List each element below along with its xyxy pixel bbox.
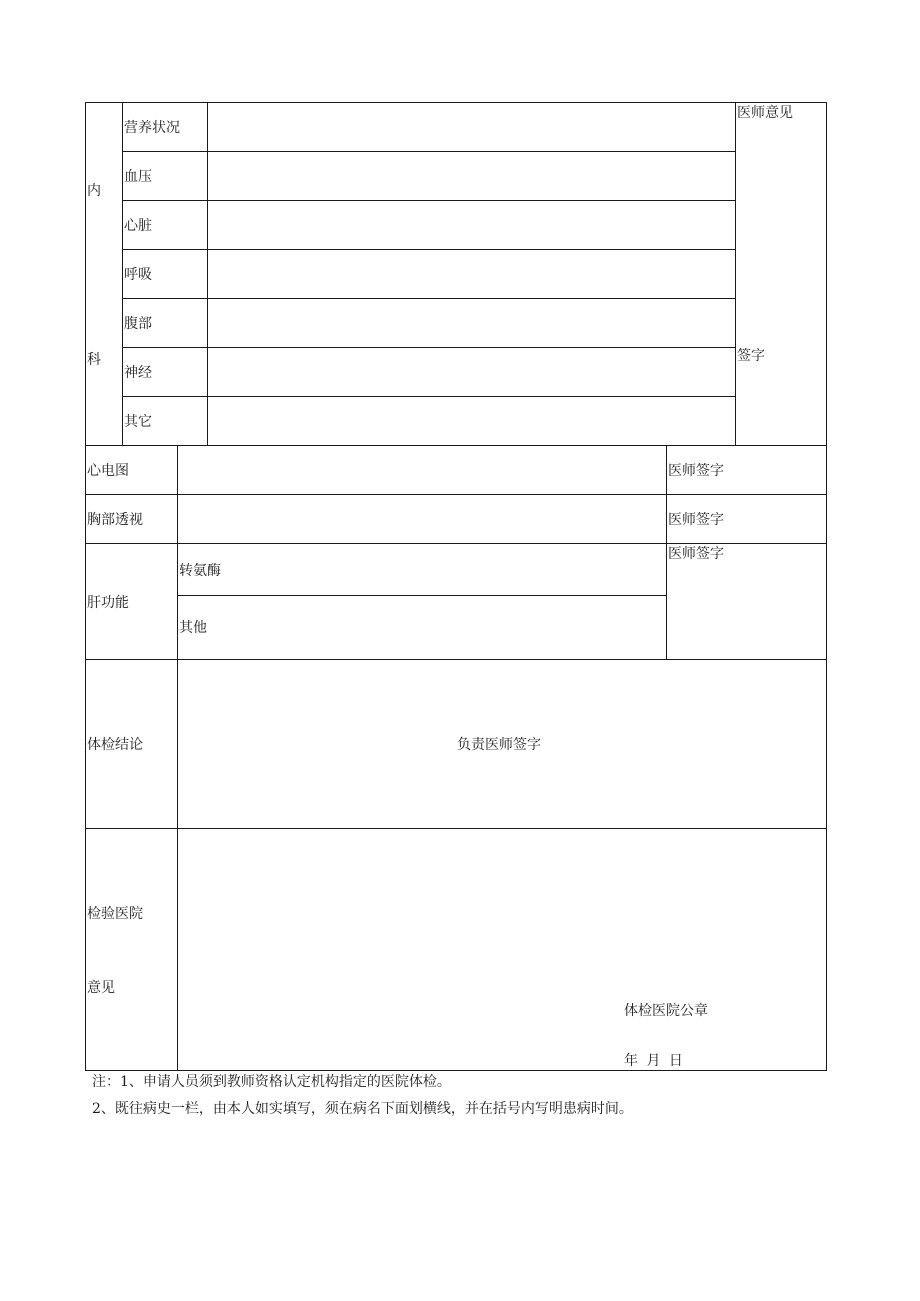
hospital-seal-label: 体检医院公章 <box>624 1003 708 1019</box>
note-line-2: 2、既往病史一栏，由本人如实填写，须在病名下面划横线，并在括号内写明患病时间。 <box>92 1101 633 1117</box>
divider-internal-opinion <box>735 102 736 445</box>
row-line-ecg-end <box>85 494 827 495</box>
divider-label-column <box>177 445 178 1071</box>
row-line-internal-1 <box>122 151 735 152</box>
row-line-internal-5 <box>122 347 735 348</box>
internal-label-top: 内 <box>87 183 101 199</box>
liver-function-label: 肝功能 <box>87 595 129 611</box>
internal-signature-label: 签字 <box>737 348 765 364</box>
internal-label-bottom: 科 <box>87 352 101 368</box>
row-line-liver-split <box>177 595 666 596</box>
row-line-internal-3 <box>122 249 735 250</box>
divider-internal-label <box>122 102 123 445</box>
item-nutrition-label: 营养状况 <box>124 120 180 136</box>
row-line-internal-4 <box>122 298 735 299</box>
ecg-signature-label: 医师签字 <box>668 463 724 479</box>
liver-signature-label: 医师签字 <box>668 546 724 562</box>
conclusion-label: 体检结论 <box>87 737 143 753</box>
row-line-chest-end <box>85 543 827 544</box>
row-line-conclusion-end <box>85 828 827 829</box>
section-line-internal-end <box>85 445 827 446</box>
item-nerve-label: 神经 <box>124 365 152 381</box>
chest-xray-signature-label: 医师签字 <box>668 512 724 528</box>
divider-internal-items <box>207 102 208 445</box>
row-line-internal-2 <box>122 200 735 201</box>
liver-other-label: 其他 <box>179 620 207 636</box>
doctor-opinion-label: 医师意见 <box>737 105 793 121</box>
hospital-opinion-label-line1: 检验医院 <box>87 906 143 922</box>
item-blood-pressure-label: 血压 <box>124 169 152 185</box>
hospital-opinion-label-line2: 意见 <box>87 980 115 996</box>
item-respiration-label: 呼吸 <box>124 267 152 283</box>
item-heart-label: 心脏 <box>124 218 152 234</box>
note-line-1: 注：1、申请人员须到教师资格认定机构指定的医院体检。 <box>92 1074 451 1090</box>
liver-transaminase-label: 转氨酶 <box>179 563 221 579</box>
hospital-date-label: 年 月 日 <box>624 1053 683 1069</box>
ecg-label: 心电图 <box>87 463 129 479</box>
row-line-internal-6 <box>122 396 735 397</box>
item-other-label: 其它 <box>124 414 152 430</box>
item-abdomen-label: 腹部 <box>124 316 152 332</box>
conclusion-signature-label: 负责医师签字 <box>457 737 541 753</box>
chest-xray-label: 胸部透视 <box>87 512 143 528</box>
row-line-liver-end <box>85 659 827 660</box>
form-border <box>85 102 827 1071</box>
divider-signature-column <box>666 445 667 659</box>
